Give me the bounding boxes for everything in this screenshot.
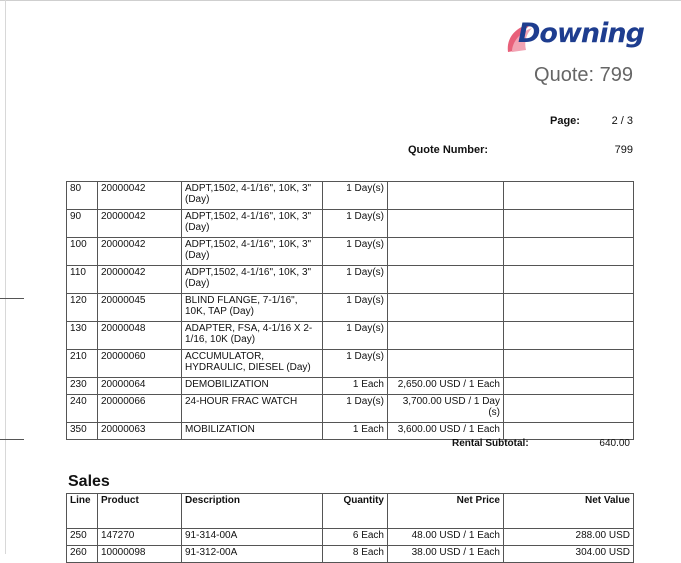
cell-quantity: 1 Day(s): [323, 395, 388, 423]
table-row: [67, 423, 634, 440]
cell-quantity: 1 Day(s): [323, 350, 388, 378]
cell-net-price: [388, 350, 504, 378]
cell-quantity: 8 Each: [323, 546, 388, 563]
cell-line: 210: [67, 350, 98, 378]
sales-heading: Sales: [68, 473, 110, 490]
cell-line: 130: [67, 322, 98, 350]
cell-net-price: [388, 266, 504, 294]
cell-quantity: 1 Each: [323, 378, 388, 395]
cell-net-value: [504, 210, 634, 238]
fold-mark: [0, 298, 24, 299]
cell-product: 10000098: [98, 546, 182, 563]
cell-net-value: [504, 238, 634, 266]
cell-line: 250: [67, 529, 98, 546]
cell-product: 20000048: [98, 322, 182, 350]
cell-description: 91-314-00A: [182, 529, 323, 546]
cell-net-value: [504, 294, 634, 322]
column-header: Description: [182, 494, 323, 529]
cell-product: 20000064: [98, 378, 182, 395]
cell-net-value: [504, 423, 634, 440]
logo-wordmark: Downing: [518, 18, 644, 49]
page-top-edge: [0, 0, 681, 1]
cell-quantity: 1 Day(s): [323, 182, 388, 210]
cell-net-price: [388, 238, 504, 266]
cell-description: MOBILIZATION: [182, 423, 323, 440]
cell-quantity: 1 Day(s): [323, 266, 388, 294]
column-header: Quantity: [323, 494, 388, 529]
quote-number-value: 799: [614, 144, 633, 156]
cell-net-price: [388, 294, 504, 322]
page-value: 2 / 3: [611, 115, 633, 127]
cell-net-price: 3,600.00 USD / 1 Each: [388, 423, 504, 440]
cell-description: ADAPTER, FSA, 4-1/16 X 2-1/16, 10K (Day): [182, 322, 323, 350]
cell-product: 20000060: [98, 350, 182, 378]
cell-net-value: [504, 378, 634, 395]
cell-product: 20000066: [98, 395, 182, 423]
cell-line: 120: [67, 294, 98, 322]
cell-net-price: [388, 210, 504, 238]
quote-title: Quote: 799: [534, 64, 633, 86]
table-row: [67, 546, 634, 563]
cell-line: 240: [67, 395, 98, 423]
cell-net-price: [388, 322, 504, 350]
cell-line: 110: [67, 266, 98, 294]
cell-quantity: 1 Day(s): [323, 238, 388, 266]
rental-subtotal-value: 640.00: [599, 438, 630, 449]
table-row: [67, 350, 634, 378]
cell-description: 24-HOUR FRAC WATCH: [182, 395, 323, 423]
cell-net-value: [504, 350, 634, 378]
table-row: [67, 322, 634, 350]
cell-description: ACCUMULATOR, HYDRAULIC, DIESEL (Day): [182, 350, 323, 378]
sales-header-row: [67, 494, 634, 529]
table-row: [67, 378, 634, 395]
cell-product: 20000042: [98, 238, 182, 266]
fold-mark: [0, 439, 24, 440]
table-row: [67, 294, 634, 322]
cell-product: 20000042: [98, 182, 182, 210]
table-row: [67, 182, 634, 210]
cell-line: 230: [67, 378, 98, 395]
page-left-edge: [5, 0, 6, 554]
cell-net-value: [504, 266, 634, 294]
cell-description: ADPT,1502, 4-1/16", 10K, 3" (Day): [182, 210, 323, 238]
column-header: Line: [67, 494, 98, 529]
cell-description: ADPT,1502, 4-1/16", 10K, 3" (Day): [182, 238, 323, 266]
cell-product: 20000042: [98, 210, 182, 238]
table-row: [67, 266, 634, 294]
cell-net-price: 48.00 USD / 1 Each: [388, 529, 504, 546]
column-header: Net Price: [388, 494, 504, 529]
cell-net-value: [504, 322, 634, 350]
table-row: [67, 395, 634, 423]
cell-product: 20000042: [98, 266, 182, 294]
cell-description: 91-312-00A: [182, 546, 323, 563]
rental-subtotal-label: Rental Subtotal:: [452, 438, 529, 449]
company-logo: [504, 18, 644, 58]
column-header: Net Value: [504, 494, 634, 529]
cell-net-price: 2,650.00 USD / 1 Each: [388, 378, 504, 395]
cell-quantity: 1 Each: [323, 423, 388, 440]
cell-line: 100: [67, 238, 98, 266]
cell-description: ADPT,1502, 4-1/16", 10K, 3" (Day): [182, 266, 323, 294]
sales-table: [66, 493, 634, 563]
cell-description: BLIND FLANGE, 7-1/16", 10K, TAP (Day): [182, 294, 323, 322]
rental-items-table: [66, 181, 634, 440]
cell-description: DEMOBILIZATION: [182, 378, 323, 395]
cell-product: 147270: [98, 529, 182, 546]
cell-quantity: 6 Each: [323, 529, 388, 546]
cell-line: 350: [67, 423, 98, 440]
cell-net-value: 304.00 USD: [504, 546, 634, 563]
table-row: [67, 210, 634, 238]
cell-quantity: 1 Day(s): [323, 294, 388, 322]
table-row: [67, 529, 634, 546]
quote-number-label: Quote Number:: [408, 144, 489, 156]
cell-net-value: [504, 182, 634, 210]
cell-quantity: 1 Day(s): [323, 210, 388, 238]
table-row: [67, 238, 634, 266]
cell-line: 260: [67, 546, 98, 563]
page-label: Page:: [550, 115, 580, 127]
cell-product: 20000045: [98, 294, 182, 322]
cell-net-price: 38.00 USD / 1 Each: [388, 546, 504, 563]
cell-quantity: 1 Day(s): [323, 322, 388, 350]
cell-description: ADPT,1502, 4-1/16", 10K, 3" (Day): [182, 182, 323, 210]
cell-line: 90: [67, 210, 98, 238]
cell-product: 20000063: [98, 423, 182, 440]
column-header: Product: [98, 494, 182, 529]
cell-net-price: 3,700.00 USD / 1 Day (s): [388, 395, 504, 423]
cell-net-value: 288.00 USD: [504, 529, 634, 546]
cell-net-value: [504, 395, 634, 423]
cell-line: 80: [67, 182, 98, 210]
cell-net-price: [388, 182, 504, 210]
